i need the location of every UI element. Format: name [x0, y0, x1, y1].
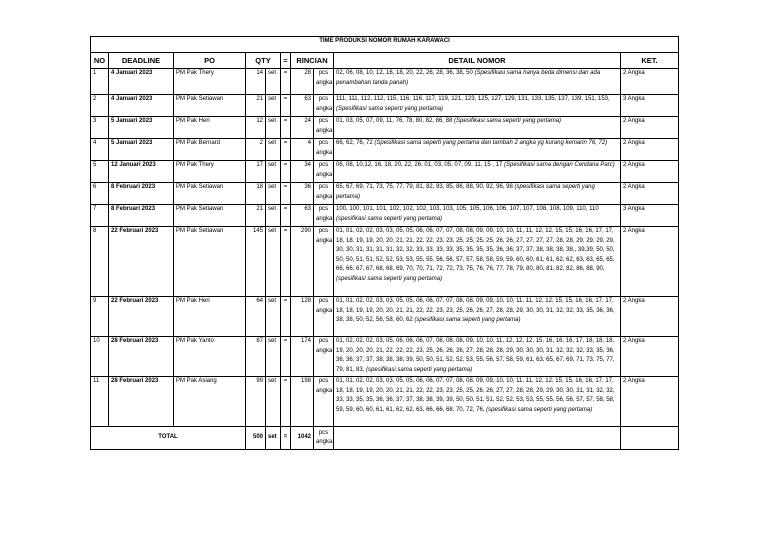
header-detail: DETAIL NOMOR [334, 53, 621, 69]
row-pcs: pcs angka [314, 205, 334, 227]
row-unit: set [266, 139, 281, 161]
row-ket: 2 Angka [621, 139, 679, 161]
row-detail-note: (spesifikasi sama seperti yang pertama) [336, 215, 443, 222]
row-detail [334, 205, 621, 227]
row-po: PM Pak Asiang [174, 377, 246, 427]
row-deadline: 5 Januari 2023 [109, 117, 174, 139]
table-row [91, 161, 679, 183]
row-equals: = [281, 69, 291, 95]
row-unit: set [266, 161, 281, 183]
row-pcs: pcs angka [314, 297, 334, 337]
row-pcs: pcs angka [314, 69, 334, 95]
row-no: 10 [91, 337, 109, 377]
page-title: TIME PRODUKSI NOMOR RUMAH KARAWACI [91, 37, 679, 53]
row-no: 3 [91, 117, 109, 139]
table-row [91, 297, 679, 337]
row-po: PM Pak Thery [174, 161, 246, 183]
row-rincian: 24 [291, 117, 314, 139]
table-row [91, 95, 679, 117]
row-rincian: 4 [291, 139, 314, 161]
table-row [91, 69, 679, 95]
row-qty: 17 [246, 161, 266, 183]
row-unit: set [266, 205, 281, 227]
row-detail-note: (spesifikasi sama seperti yang pertama) [336, 184, 595, 200]
row-detail [334, 183, 621, 205]
row-rincian: 63 [291, 205, 314, 227]
row-equals: = [281, 377, 291, 427]
row-pcs: pcs angka [314, 117, 334, 139]
row-detail-numbers: 01, 01, 02, 02, 03, 03, 05, 05, 06, 06, 07, 07, 08, 08, 09, 09, 10, 10, 11, 11, 12, 12, 15, 15, 16, 16, 17, 17, 18, 18, 19, 19, 20, 20, 21, 21, 22, 22, 23, 23, 25, 25, 25, 25, 26, 26, 27, 27, 27, 27, 28, 28, 29, 29, 29, 29, 30, 30, 31, 31, 31, 31, 32, 32, 33, 33, 33, 33, 35, 35, 35, 35, 36, 36, 37, 37, 38, 38, 38, 38,, 39,39, 50, 50, 50, 50, 51, 51, 52, 52, 53, 53, 55, 55, 56, 56, 57, 57, 58, 58, 59, 59, 60, 60, 61, 61, 62, 62, 63, 63, 65, 65, 66, 66, 67, 67, 68, 68, 69, 70, 70, 71, 72, 72, 73, 75, 76, 76, 77, 78, 79, 80, 80, 81, 82, 82, 86, 88, 90, [336, 228, 615, 272]
row-unit: set [266, 69, 281, 95]
row-unit: set [266, 337, 281, 377]
row-detail-note: (spesifikasi sama seperti yang pertama) [364, 366, 473, 373]
header-no: NO [91, 53, 109, 69]
header-po: PO [174, 53, 246, 69]
row-rincian: 63 [291, 95, 314, 117]
row-equals: = [281, 337, 291, 377]
row-unit: set [266, 227, 281, 297]
row-po: PM Pak Setiawan [174, 183, 246, 205]
row-deadline: 8 Februari 2023 [109, 183, 174, 205]
row-deadline: 22 Februari 2023 [109, 297, 174, 337]
row-pcs: pcs angka [314, 377, 334, 427]
row-equals: = [281, 297, 291, 337]
row-equals: = [281, 117, 291, 139]
row-ket: 2 Angka [621, 117, 679, 139]
row-detail-note: (Spesifikasi sama hanya beda dimensi dan ada penambahan tanda panah) [336, 70, 601, 86]
row-unit: set [266, 297, 281, 337]
row-detail-note: (Spesifikasi sama seperti yang pertama) [336, 105, 444, 112]
header-deadline: DEADLINE [109, 53, 174, 69]
row-qty: 21 [246, 205, 266, 227]
row-pcs: pcs angka [314, 139, 334, 161]
row-rincian: 174 [291, 337, 314, 377]
row-po: PM Pak Setiawan [174, 205, 246, 227]
table-row [91, 139, 679, 161]
row-pcs: pcs angka [314, 183, 334, 205]
row-detail [334, 377, 621, 427]
row-equals: = [281, 227, 291, 297]
total-equals: = [281, 427, 291, 450]
row-deadline: 8 Februari 2023 [109, 205, 174, 227]
row-detail-numbers: 01, 01, 02, 02, 03, 03, 05, 05, 06, 06, 07, 07, 08, 08, 09, 09, 10, 10, 11, 11, 12, 12, 15, 15, 16, 16, 17, 17, 18, 18, 19, 19, 20, 20, 21, 21, 22, 22, 23, 23, 25, 26, 26, 27, 28, 28, 29, 30, 30, 31, 32, 32, 33, 35, 36, 36, 38, 38, 50, 52, 56, 58, 60, 62 [336, 298, 615, 323]
row-qty: 99 [246, 377, 266, 427]
row-no: 9 [91, 297, 109, 337]
total-label: TOTAL [91, 427, 246, 450]
row-qty: 14 [246, 69, 266, 95]
row-qty: 12 [246, 117, 266, 139]
row-deadline: 28 Februari 2023 [109, 337, 174, 377]
row-rincian: 198 [291, 377, 314, 427]
row-deadline: 28 Februari 2023 [109, 377, 174, 427]
row-no: 5 [91, 161, 109, 183]
row-detail [334, 117, 621, 139]
row-deadline: 22 Februari 2023 [109, 227, 174, 297]
row-equals: = [281, 183, 291, 205]
row-ket: 3 Angka [621, 205, 679, 227]
header-equals: = [281, 53, 291, 69]
row-unit: set [266, 377, 281, 427]
row-detail-numbers: 02, 06, 08, 10, 12, 16, 18, 20, 22, 26, 28, 36, 38, 50 [336, 70, 473, 76]
row-detail [334, 69, 621, 95]
row-po: PM Pak Thery [174, 69, 246, 95]
row-equals: = [281, 205, 291, 227]
row-equals: = [281, 161, 291, 183]
row-ket: 2 Angka [621, 337, 679, 377]
row-deadline: 12 Januari 2023 [109, 161, 174, 183]
table-row [91, 337, 679, 377]
total-ket-empty [621, 427, 679, 450]
row-ket: 2 Angka [621, 69, 679, 95]
row-detail-numbers: 06, 08, 10,12, 16, 18, 20, 22, 26, 01, 03, 05, 07, 09, 11, 15 , 17 [336, 162, 503, 168]
row-rincian: 36 [291, 183, 314, 205]
row-detail-note: (Spesifikasi sama seperti yang pertama dan tambah 2 angka yg kurang kemarin 76, 72) [372, 140, 608, 146]
row-no: 1 [91, 69, 109, 95]
row-ket: 2 Angka [621, 161, 679, 183]
row-no: 2 [91, 95, 109, 117]
row-equals: = [281, 139, 291, 161]
row-detail-note: (Spesifikasi sama seperti yang pertama) [452, 118, 562, 124]
row-detail-numbers: 111, 111, 112, 112, 115, 116, 116, 117, 119, 121, 123, 125, 127, 129, 131, 133, 135, 137, 139, 151, 153, [336, 96, 610, 102]
row-no: 4 [91, 139, 109, 161]
row-qty: 21 [246, 95, 266, 117]
table-row [91, 183, 679, 205]
row-ket: 2 Angka [621, 377, 679, 427]
table-row [91, 205, 679, 227]
table-row [91, 227, 679, 297]
row-po: PM Pak Setiawan [174, 95, 246, 117]
row-detail [334, 337, 621, 377]
row-rincian: 290 [291, 227, 314, 297]
header-ket: KET. [621, 53, 679, 69]
row-detail [334, 95, 621, 117]
row-detail-note: (spesifikasi sama seperti yang pertama) [412, 317, 521, 323]
row-rincian: 28 [291, 69, 314, 95]
row-po: PM Pak Bernard [174, 139, 246, 161]
row-no: 11 [91, 377, 109, 427]
row-qty: 87 [246, 337, 266, 377]
row-po: PM Pak Setiawan [174, 227, 246, 297]
row-qty: 64 [246, 297, 266, 337]
row-po: PM Pak Heri [174, 117, 246, 139]
header-qty: QTY [246, 53, 281, 69]
total-rincian: 1042 [291, 427, 314, 450]
row-deadline: 4 Januari 2023 [109, 69, 174, 95]
row-detail-numbers: 65, 67, 69, 71, 73, 75, 77, 79, 81, 82, 83, 85, 86, 88, 90, 92, 96, 98 [336, 184, 513, 190]
row-rincian: 128 [291, 297, 314, 337]
row-detail-note: (spesifikasi sama seperti yang pertama) [336, 275, 443, 282]
header-rincian: RINCIAN [291, 53, 334, 69]
row-pcs: pcs angka [314, 95, 334, 117]
row-pcs: pcs angka [314, 161, 334, 183]
total-row [91, 427, 679, 450]
row-deadline: 5 Januari 2023 [109, 139, 174, 161]
table-row [91, 117, 679, 139]
row-unit: set [266, 117, 281, 139]
total-unit: set [266, 427, 281, 450]
row-unit: set [266, 95, 281, 117]
row-qty: 2 [246, 139, 266, 161]
row-pcs: pcs angka [314, 337, 334, 377]
row-detail [334, 227, 621, 297]
row-ket: 3 Angka [621, 95, 679, 117]
row-qty: 145 [246, 227, 266, 297]
row-no: 7 [91, 205, 109, 227]
row-detail-numbers: 01, 01, 02, 02, 03, 03, 05, 05, 06, 06, 07, 07, 08, 08, 09, 09, 10, 10, 11, 11, 12, 12, 15, 15, 16, 16, 17, 17, 18, 18, 19, 19, 20, 20, 21, 21, 22, 22, 23, 23, 25, 25, 26, 26, 27, 27, 28, 28, 29, 29, 30, 30, 31, 31, 32, 32, 33, 33, 35, 35, 36, 36, 37, 37, 38, 38, 39, 39, 50, 50, 51, 51, 52, 52, 53, 53, 55, 55, 56, 56, 57, 57, 58, 58, 59, 59, 60, 60, 61, 61, 62, 62, 63, 66, 66, 68, 70, 72, 76, [336, 378, 615, 413]
total-detail-empty [334, 427, 621, 450]
total-qty: 500 [246, 427, 266, 450]
table-row [91, 377, 679, 427]
row-po: PM Pak Heri [174, 297, 246, 337]
production-table [90, 36, 679, 450]
row-ket: 2 Angka [621, 297, 679, 337]
row-detail-numbers: 66, 62, 76, 72 [336, 140, 373, 146]
row-no: 8 [91, 227, 109, 297]
row-ket: 2 Angka [621, 183, 679, 205]
row-pcs: pcs angka [314, 227, 334, 297]
row-detail-numbers: 100, 100, 101, 101, 102, 102, 102, 103, 103, 105, 105, 106, 106, 107, 107, 108, 108, 109, 110, 110 [336, 206, 599, 212]
row-detail-numbers: 01, 03, 05, 07, 09, 11, 76, 78, 80, 82, 86, 88 [336, 118, 453, 124]
row-unit: set [266, 183, 281, 205]
row-ket: 2 Angka [621, 227, 679, 297]
row-detail-note: (Spesifikasi sama dengan Cendana Parc) [502, 162, 615, 168]
row-no: 6 [91, 183, 109, 205]
total-pcs: pcs angka [314, 427, 334, 450]
row-detail-note: (spesifikasi sama seperti yang pertama) [484, 406, 593, 413]
row-detail [334, 297, 621, 337]
row-deadline: 4 Januari 2023 [109, 95, 174, 117]
row-detail-numbers: 01, 02, 02, 02, 03, 05, 06, 06, 06, 07, 08, 08, 08, 09, 10, 10, 11, 12, 12, 12, 15, 16, 16, 16, 17, 18, 18, 18, 19, 20, 20, 20, 21, 22, 22, 22, 23, 25, 26, 26, 26, 27, 28, 28, 28, 29, 30, 30, 30, 31, 32, 32, 32, 33, 35, 36, 36, 36, 37, 37, 38, 38, 38, 39, 50, 50, 51, 52, 52, 53, 55, 56, 57, 58, 59, 61, 63, 65, 67, 69, 71, 73, 75, 77, 79, 81, 83, [336, 338, 615, 373]
row-po: PM Pak Yanto [174, 337, 246, 377]
row-qty: 18 [246, 183, 266, 205]
row-rincian: 34 [291, 161, 314, 183]
row-detail [334, 139, 621, 161]
row-detail [334, 161, 621, 183]
row-equals: = [281, 95, 291, 117]
header-row [91, 53, 679, 69]
